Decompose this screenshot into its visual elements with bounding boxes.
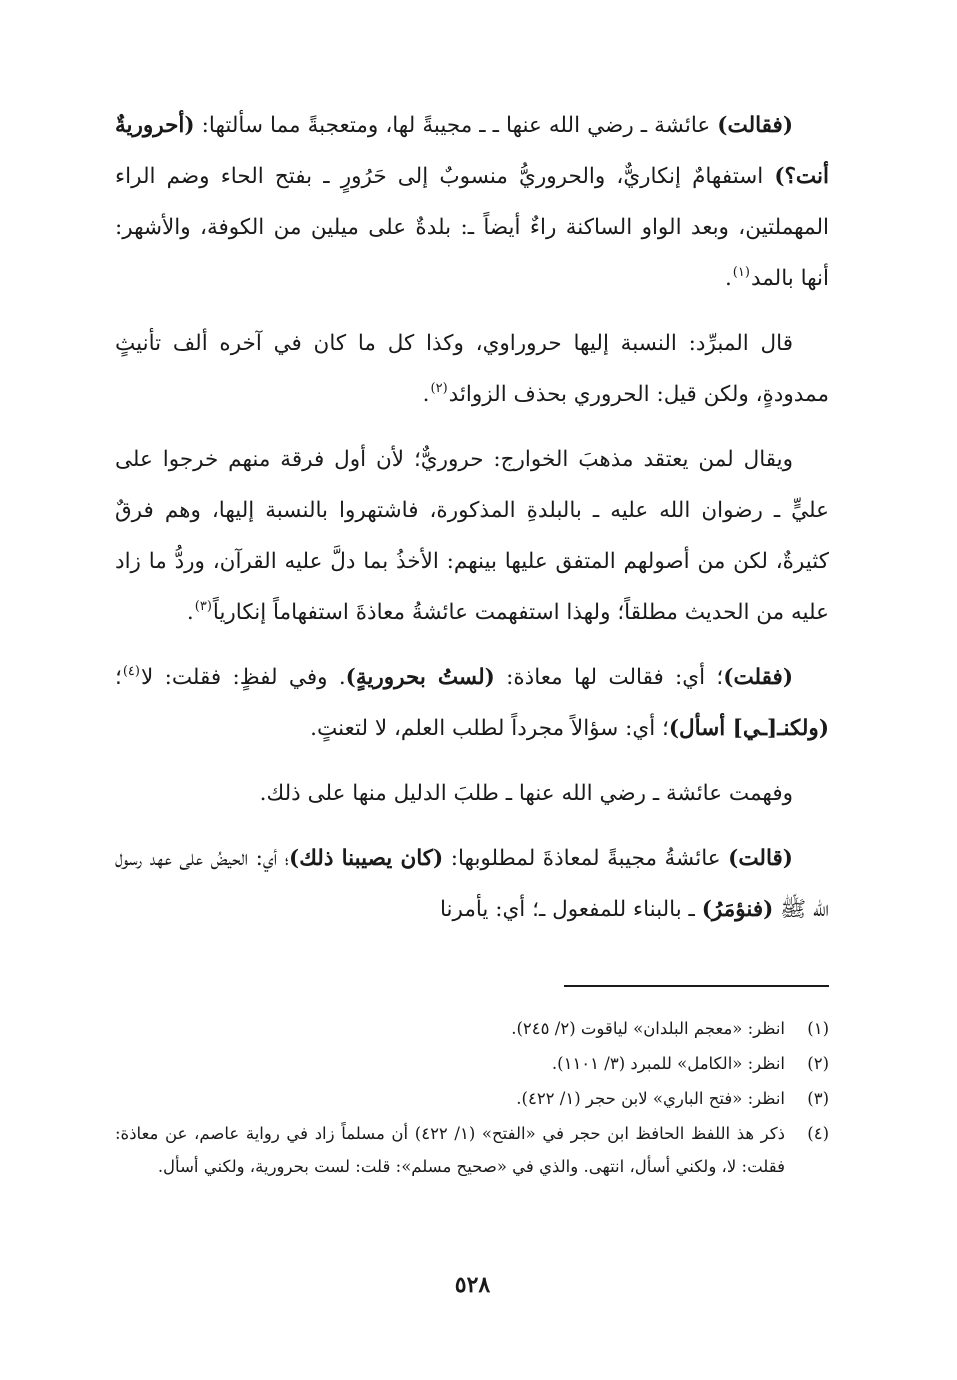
bold-phrase: (لستُ بحروريةٍ) xyxy=(345,665,495,690)
text-run: استفهامٌ إنكاريٌّ، والحروريُّ منسوبٌ إلى حَرُورٍ ـ بفتح الحاء وضم الراء المهملتين، وبعد الواو الساكنة راءٌ أيضاً ـ: بلدةٌ على ميلين من الكوفة، والأشهر: أنها بالمد xyxy=(115,164,829,291)
footnote-ref[interactable]: (٣) xyxy=(194,599,212,614)
footnote-item xyxy=(115,1012,829,1045)
footnote-item xyxy=(115,1082,829,1115)
text-run: ـ بالبناء للمفعول ـ؛ أي: يأمرنا xyxy=(439,897,702,922)
footnote-ref[interactable]: (١) xyxy=(732,265,750,280)
bold-phrase: (فنؤمَرُ) xyxy=(701,897,774,922)
footnote-text: انظر: «معجم البلدان» لياقوت (٢/ ٢٤٥). xyxy=(511,1019,785,1038)
paragraph-3 xyxy=(115,434,829,638)
paragraph-4 xyxy=(115,652,829,754)
text-run: . xyxy=(186,600,194,625)
footnote-item xyxy=(115,1047,829,1080)
footnote-number: (٢) xyxy=(807,1054,829,1073)
bold-phrase: (كان يصيبنا ذلك) xyxy=(289,846,444,871)
paragraph-5 xyxy=(115,768,829,819)
footnote-text: انظر: «فتح الباري» لابن حجر (١/ ٤٢٢). xyxy=(516,1089,785,1108)
text-run: ؛ أي: فقالت لها معاذة: xyxy=(494,665,724,690)
text-run: عائشة ـ رضي الله عنها ـ ـ مجيبةً لها، ومتعجبةً مما سألتها: xyxy=(194,113,718,138)
bold-phrase: (فقالت) xyxy=(717,113,793,138)
paragraph-6 xyxy=(115,833,829,935)
paragraph-2 xyxy=(115,318,829,420)
footnote-text: انظر: «الكامل» للمبرد (٣/ ١١٠١). xyxy=(551,1054,785,1073)
paragraph-1 xyxy=(115,100,829,304)
text-run: . xyxy=(724,266,732,291)
footnote-item xyxy=(115,1117,829,1183)
text-run: ؛ xyxy=(115,665,122,690)
text-run: ؛ أي: سؤالاً مجرداً لطلب العلم، لا لتعنتٍ. xyxy=(310,716,669,741)
footnote-number: (٤) xyxy=(807,1124,829,1143)
footnotes-section xyxy=(115,1012,829,1185)
text-run: ويقال لمن يعتقد مذهبَ الخوارج: حروريٌّ؛ لأن أول فرقة منهم خرجوا على عليٍّ ـ رضوان الله عليه ـ بالبلدةِ المذكورة، فاشتهروا بالنسبة إليها، وهم فرقٌ كثيرةٌ، لكن من أصولهم المتفق عليها بينهم: الأخذُ بما دلَّ عليه القرآن، وردُّ ما زاد عليه من الحديث مطلقاً؛ ولهذا استفهمت عائشةُ معاذةَ استفهاماً إنكارياً xyxy=(115,447,829,625)
text-run: وفهمت عائشة ـ رضي الله عنها ـ طلبَ الدليل منها على ذلك. xyxy=(259,781,793,806)
text-run: . وفي لفظٍ: فقلت: لا xyxy=(140,665,346,690)
page-number: ٥٢٨ xyxy=(454,1272,491,1298)
main-text xyxy=(115,100,829,949)
text-run: قال المبرِّد: النسبة إليها حروراوي، وكذا كل ما كان في آخره ألف تأنيثٍ ممدودةٍ، ولكن قيل: الحروري بحذف الزوائد xyxy=(115,331,829,407)
footnote-divider xyxy=(564,985,829,987)
bold-phrase: (ولكنـ[ـي] أسأل) xyxy=(668,716,829,741)
text-run: عائشةُ مجيبةً لمعاذةَ لمطلوبها: xyxy=(443,846,729,871)
footnote-ref[interactable]: (٤) xyxy=(122,664,140,679)
bold-phrase: (فقلت) xyxy=(723,665,793,690)
footnote-number: (١) xyxy=(807,1019,829,1038)
text-run: . xyxy=(422,382,430,407)
footnote-number: (٣) xyxy=(807,1089,829,1108)
footnote-ref[interactable]: (٢) xyxy=(430,381,448,396)
bold-phrase: (قالت) xyxy=(728,846,793,871)
text-run: ؛ أي: الحيضُ على عهد رسول الله ﷺ xyxy=(115,846,829,922)
bold-phrase: (أحروريةٌ أنت؟) xyxy=(115,113,829,189)
footnote-text: ذكر هذ اللفظ الحافظ ابن حجر في «الفتح» (١/ ٤٢٢) أن مسلماً زاد في رواية عاصم، عن معاذة: فقلت: لا، ولكني أسأل، انتهى. والذي في «صحيح مسلم»: قلت: لست بحرورية، ولكني أسأل. xyxy=(115,1124,785,1176)
